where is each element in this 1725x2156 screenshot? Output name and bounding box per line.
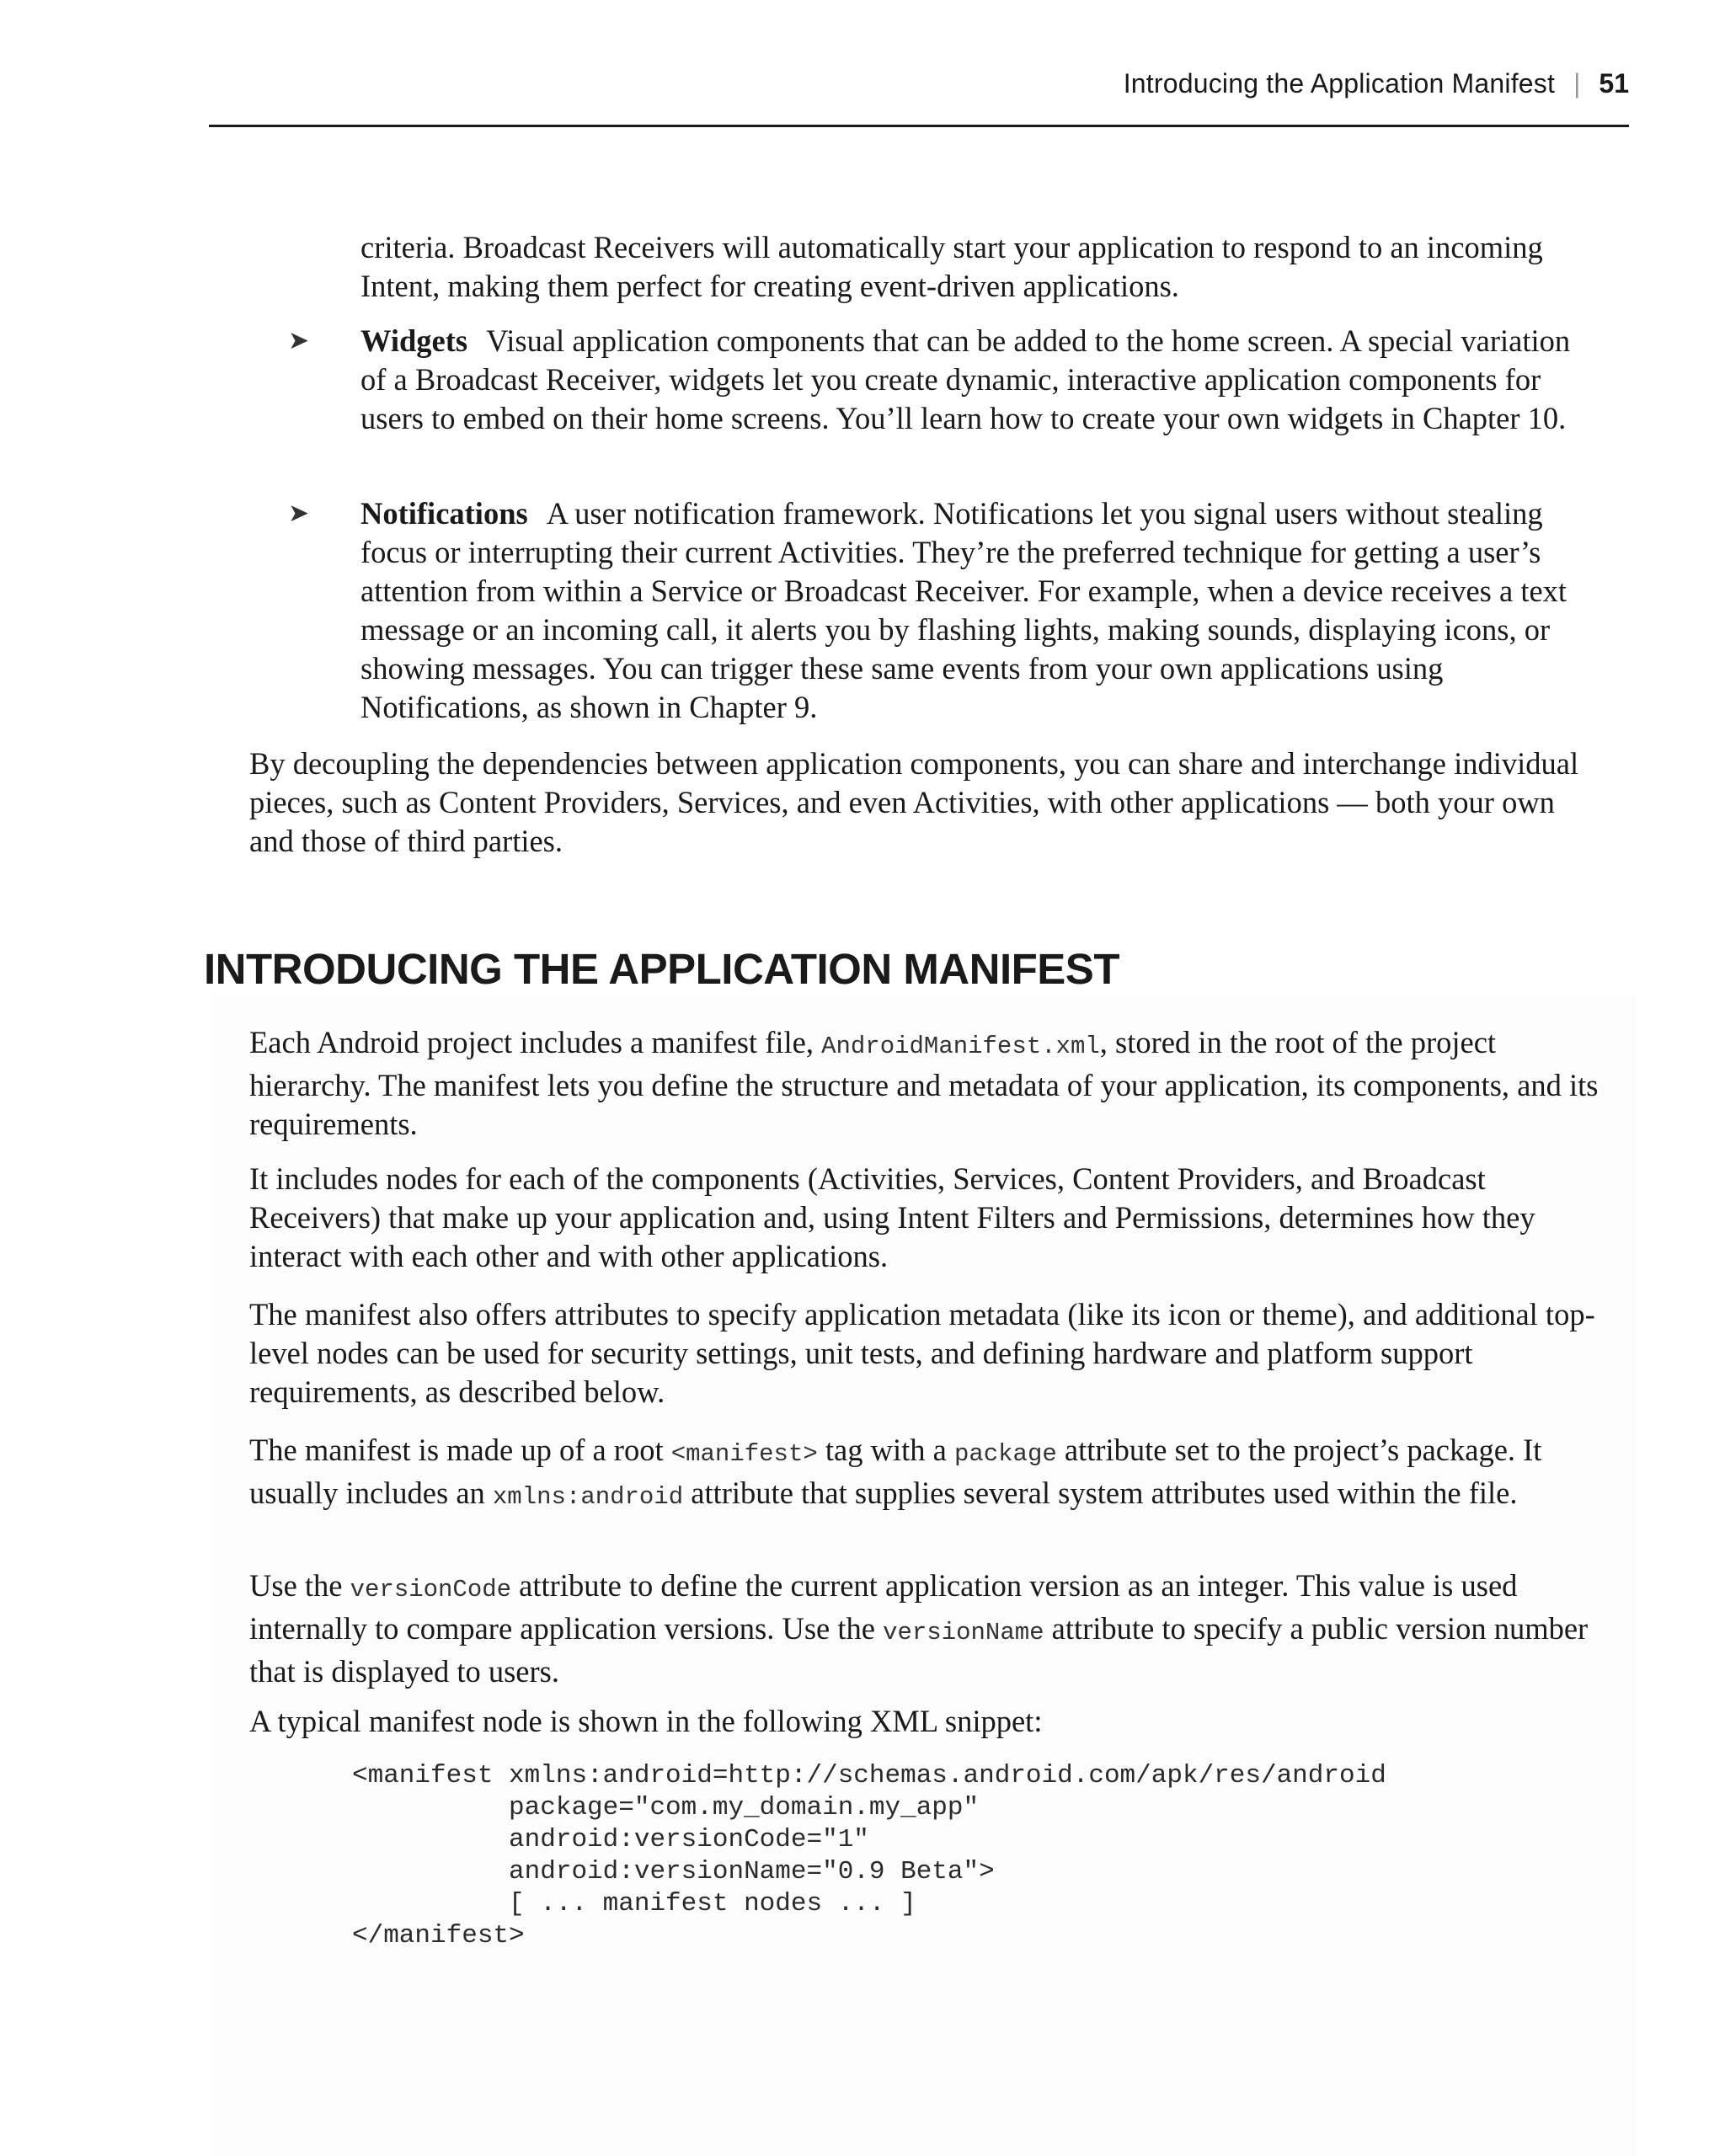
code-line: [ ... manifest nodes ... ] [352, 1889, 916, 1919]
text-run: attribute set to the project’s package. It usually includes an [249, 1433, 1542, 1510]
bullet-notifications [360, 494, 1573, 727]
bullet-arrow-icon: ➤ [288, 327, 310, 355]
header-rule [209, 125, 1629, 127]
text-run: attribute to define the current application version as an integer. This value is used internally to compare application versions. Use the [249, 1568, 1518, 1646]
decoupling-paragraph: By decoupling the dependencies between application components, you can share and interchange individual pieces, such as Content Providers, Services, and even Activities, with other applications — both your own and those of third parties. [249, 746, 1579, 858]
bullet-arrow-icon: ➤ [288, 499, 310, 527]
inline-code: package [953, 1440, 1057, 1468]
inline-code: versionCode [350, 1576, 512, 1604]
text-run: tag with a [817, 1433, 954, 1467]
page-number: 51 [1599, 67, 1629, 99]
bullet-term: Widgets [360, 323, 468, 358]
manifest-paragraph-3: The manifest also offers attributes to specify application metadata (like its icon or theme), and additional top-level nodes can be used for security settings, unit tests, and defining hardware and platform support requirements, as described below. [249, 1297, 1595, 1409]
text-run: The manifest is made up of a root [249, 1433, 671, 1467]
inline-code: AndroidManifest.xml [821, 1033, 1100, 1060]
code-line: package="com.my_domain.my_app" [352, 1793, 980, 1822]
manifest-paragraph-6: A typical manifest node is shown in the following XML snippet: [249, 1704, 1043, 1738]
running-header [1124, 64, 1629, 103]
inline-code: <manifest> [670, 1440, 818, 1468]
intro-continuation: criteria. Broadcast Receivers will automatically start your application to respond to an incoming Intent, making them perfect for creating event-driven applications. [360, 230, 1543, 303]
bullet-term: Notifications [360, 496, 528, 531]
manifest-paragraph-5 [249, 1566, 1605, 1691]
bullet-text: A user notification framework. Notifications let you signal users without stealing focus or interrupting their current Activities. They’re the preferred technique for getting a user’s attention from within a Service or Broadcast Receiver. For example, when a device receives a text message or an incoming call, it alerts you by flashing lights, making sounds, displaying icons, or showing messages. You can trigger these same events from your own applications using Notifications, as shown in Chapter 9. [360, 496, 1567, 724]
xml-code-snippet [352, 1760, 1386, 1952]
text-run: Each Android project includes a manifest file, [249, 1025, 822, 1059]
section-heading: INTRODUCING THE APPLICATION MANIFEST [204, 945, 1119, 993]
text-run: attribute that supplies several system attributes used within the file. [683, 1476, 1518, 1510]
bullet-widgets [360, 322, 1573, 438]
text-run: , stored in the root of the project hierarchy. The manifest lets you define the structure and metadata of your application, its components, and its requirements. [249, 1025, 1599, 1141]
code-line: android:versionCode="1" [352, 1825, 869, 1854]
inline-code: versionName [883, 1619, 1044, 1646]
manifest-paragraph-1 [249, 1023, 1605, 1144]
code-line: </manifest> [352, 1921, 525, 1951]
text-run: Use the [249, 1568, 350, 1603]
running-header-separator: | [1573, 67, 1581, 99]
bullet-text: Visual application components that can be added to the home screen. A special variation of a Broadcast Receiver, widgets let you create dynamic, interactive application components for users to embed on their home screens. You’ll learn how to create your own widgets in Chapter 10. [360, 323, 1571, 435]
code-line: android:versionName="0.9 Beta"> [352, 1857, 995, 1886]
text-run: attribute to specify a public version number that is displayed to users. [249, 1611, 1589, 1689]
manifest-paragraph-4 [249, 1431, 1605, 1517]
inline-code: xmlns:android [492, 1483, 684, 1511]
manifest-paragraph-2: It includes nodes for each of the components (Activities, Services, Content Providers, and Broadcast Receivers) that make up your application and, using Intent Filters and Permissions, determines how they interact with each other and with other applications. [249, 1161, 1535, 1273]
running-header-title: Introducing the Application Manifest [1123, 67, 1556, 99]
code-line: <manifest xmlns:android=http://schemas.android.com/apk/res/android [352, 1761, 1386, 1790]
